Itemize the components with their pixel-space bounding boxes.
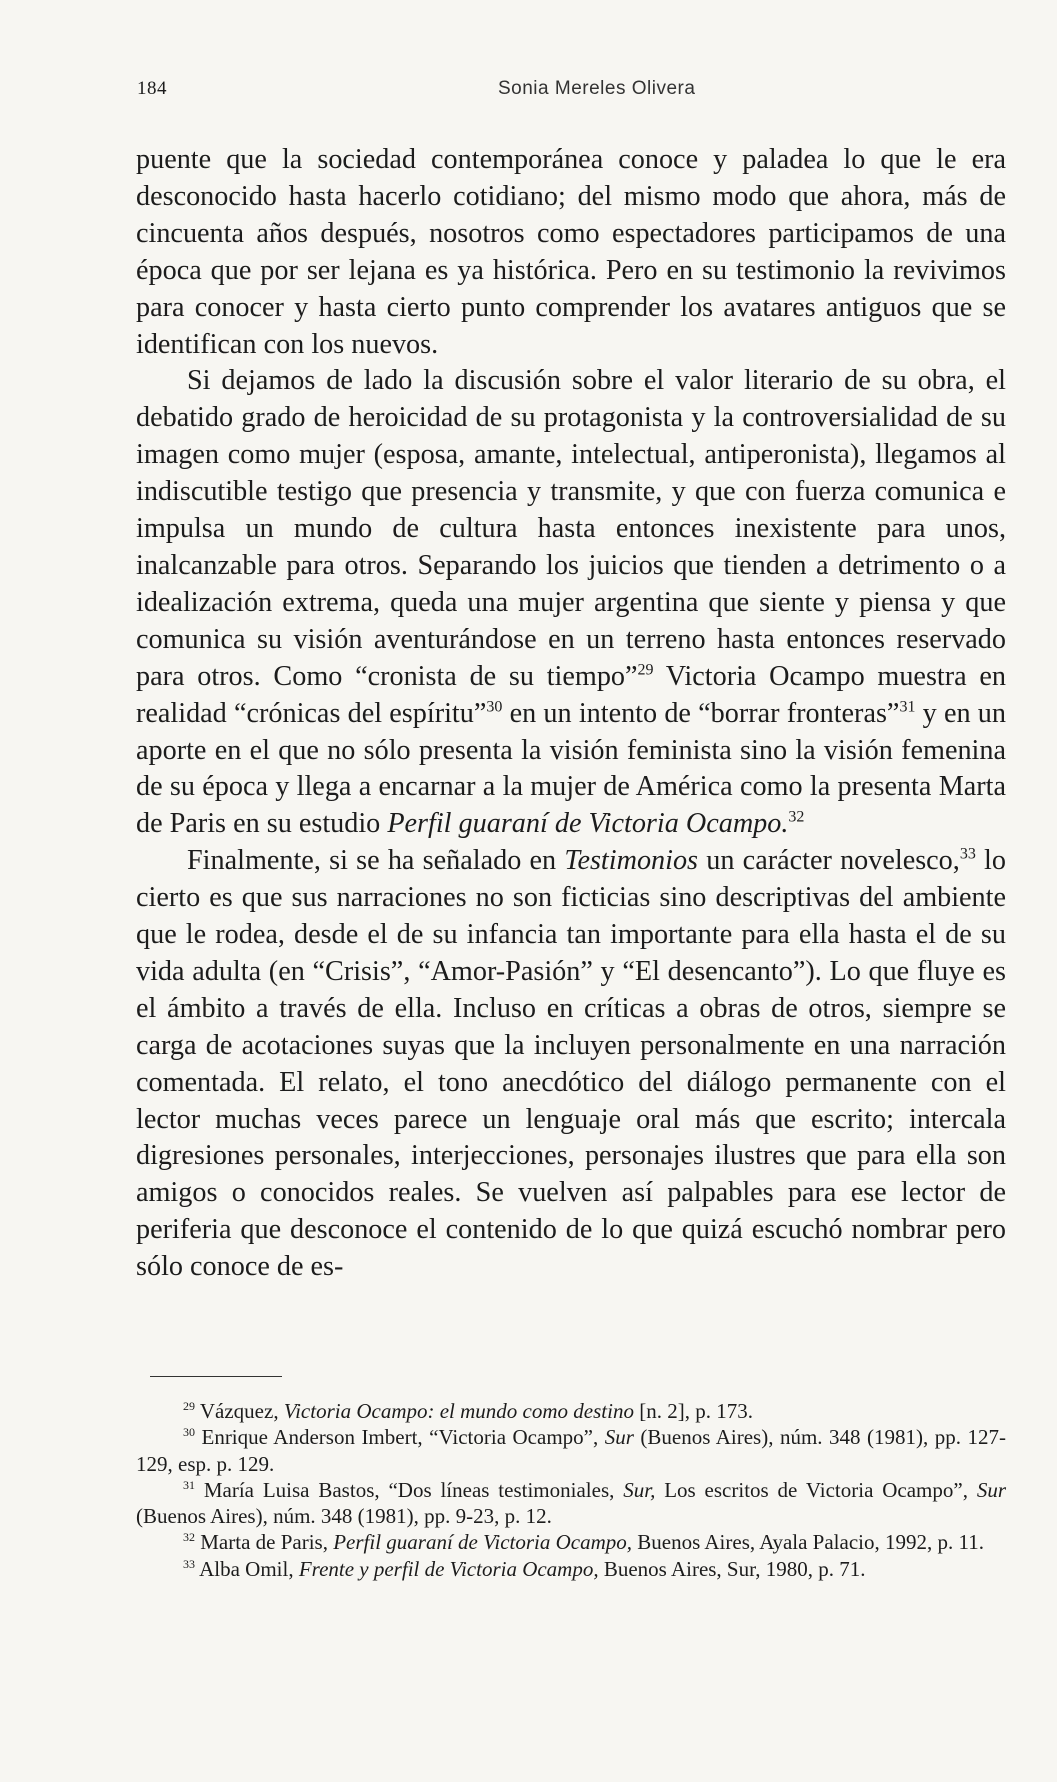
footnote-ref-29: 29 [637,661,654,679]
footnotes [136,1398,1006,1582]
paragraph-3 [136,843,1006,1286]
footnote-number: 31 [183,1477,195,1492]
footnote-ref-31: 31 [899,698,916,716]
running-head: Sonia Mereles Olivera [498,78,696,99]
footnote-separator [150,1376,282,1377]
footnote-31 [136,1477,1006,1530]
paragraph-3-text-3: lo cierto es que sus narraciones no son ficticias sino descriptivas del ambiente que le rodea, desde el de su infancia tan importante para ella hasta el de su vida adulta (en “Crisis”, “Amor-Pasión” y “El desencanto”). Lo que fluye es el ámbito a través de ella. Incluso en críticas a obras de otros, siempre se carga de acotaciones suyas que la incluyen personalmente en una narración comentada. El relato, el tono anecdótico del diálogo permanente con el lector muchas veces parece un lenguaje oral más que escrito; intercala digresiones personales, interjecciones, personajes ilustres que para ella son amigos o conocidos reales. Se vuelven así palpables para ese lector de periferia que desconoce el contenido de lo que quizá escuchó nombrar pero sólo conoce de es- [136,845,1006,1283]
footnote-italic: Sur, [623,1477,656,1502]
page-number: 184 [137,78,167,99]
footnote-italic: Frente y perfil de Victoria Ocampo, [298,1556,599,1581]
footnote-33 [136,1556,1006,1582]
footnote-number: 32 [183,1530,195,1545]
footnote-30 [136,1424,1006,1477]
footnote-italic: Perfil guaraní de Victoria Ocampo, [333,1530,633,1555]
paragraph-2-text-4: y en un aporte en el que no sólo presenta la visión feminista sino la visión femenina de su época y llega a encarnar a la mujer de América como la presenta Marta de Paris en su estudio [136,697,1006,840]
footnote-italic: Victoria Ocampo: el mundo como destino [283,1399,634,1423]
footnote-italic: Sur [976,1477,1006,1502]
footnote-29 [136,1398,1006,1424]
footnote-number: 29 [183,1399,195,1413]
footnote-number: 33 [183,1556,195,1571]
footnote-text: Enrique Anderson Imbert, “Victoria Ocampo”, [195,1425,605,1450]
paragraph-2-text-1: Si dejamos de lado la discusión sobre el valor literario de su obra, el debatido grado de heroicidad de su protagonista y la controversialidad de su imagen como mujer (esposa, amante, intelectual, antiperonista), llegamos al indiscutible testigo que presencia y transmite, y que con fuerza comunica e impulsa un mundo de cultura hasta entonces inexistente para unos, inalcanzable para otros. Separando los juicios que tienden a detrimento o a idealización extrema, queda una mujer argentina que siente y piensa y que comunica su visión aventurándose en un terreno hasta entonces reservado para otros. Como “cronista de su tiempo” [136,365,1006,692]
footnote-text: [n. 2], p. 173. [633,1399,753,1423]
footnote-ref-32: 32 [788,808,805,826]
paragraph-3-italic-title: Testimonios [564,845,699,877]
paragraph-2-text-2: Victoria Ocampo muestra en realidad “crónicas del espíritu” [136,660,1006,729]
footnote-text: Buenos Aires, Ayala Palacio, 1992, p. 11. [632,1530,984,1555]
footnote-ref-33: 33 [959,845,976,863]
footnote-text: (Buenos Aires), núm. 348 (1981), pp. 9-23, p. 12. [136,1504,552,1529]
paragraph-2-text-3: en un intento de “borrar fronteras” [502,697,900,729]
footnote-text: Los escritos de Victoria Ocampo”, [655,1477,977,1502]
paragraph-1: puente que la sociedad contemporánea conoce y paladea lo que le era desconocido hasta hacerlo cotidiano; del mismo modo que ahora, más de cincuenta años después, nosotros como espectadores participamos de una época que por ser lejana es ya histórica. Pero en su testimonio la revivimos para conocer y hasta cierto punto comprender los avatares antiguos que se identifican con los nuevos. [136,144,1006,360]
footnote-text: Alba Omil, [195,1556,299,1581]
paragraph-2-italic-title: Perfil guaraní de Victoria Ocampo. [387,808,789,840]
footnote-text: María Luisa Bastos, “Dos líneas testimoniales, [195,1477,624,1502]
footnote-ref-30: 30 [486,698,503,716]
footnote-text: (Buenos Aires), núm. 348 (1981), pp. 127-129, esp. p. 129. [136,1425,1006,1476]
footnote-text: Buenos Aires, Sur, 1980, p. 71. [598,1556,866,1581]
footnote-text: Vázquez, [195,1399,284,1423]
page-header [0,78,1057,108]
footnote-italic: Sur [604,1425,634,1450]
footnote-number: 30 [183,1425,195,1440]
footnote-32 [136,1529,1006,1555]
paragraph-2 [136,363,1006,843]
paragraph-3-text-1: Finalmente, si se ha señalado en [187,845,565,877]
body-text [136,142,1006,1286]
paragraph-3-text-2: un carácter novelesco, [698,845,960,877]
footnote-text: Marta de Paris, [195,1530,334,1555]
